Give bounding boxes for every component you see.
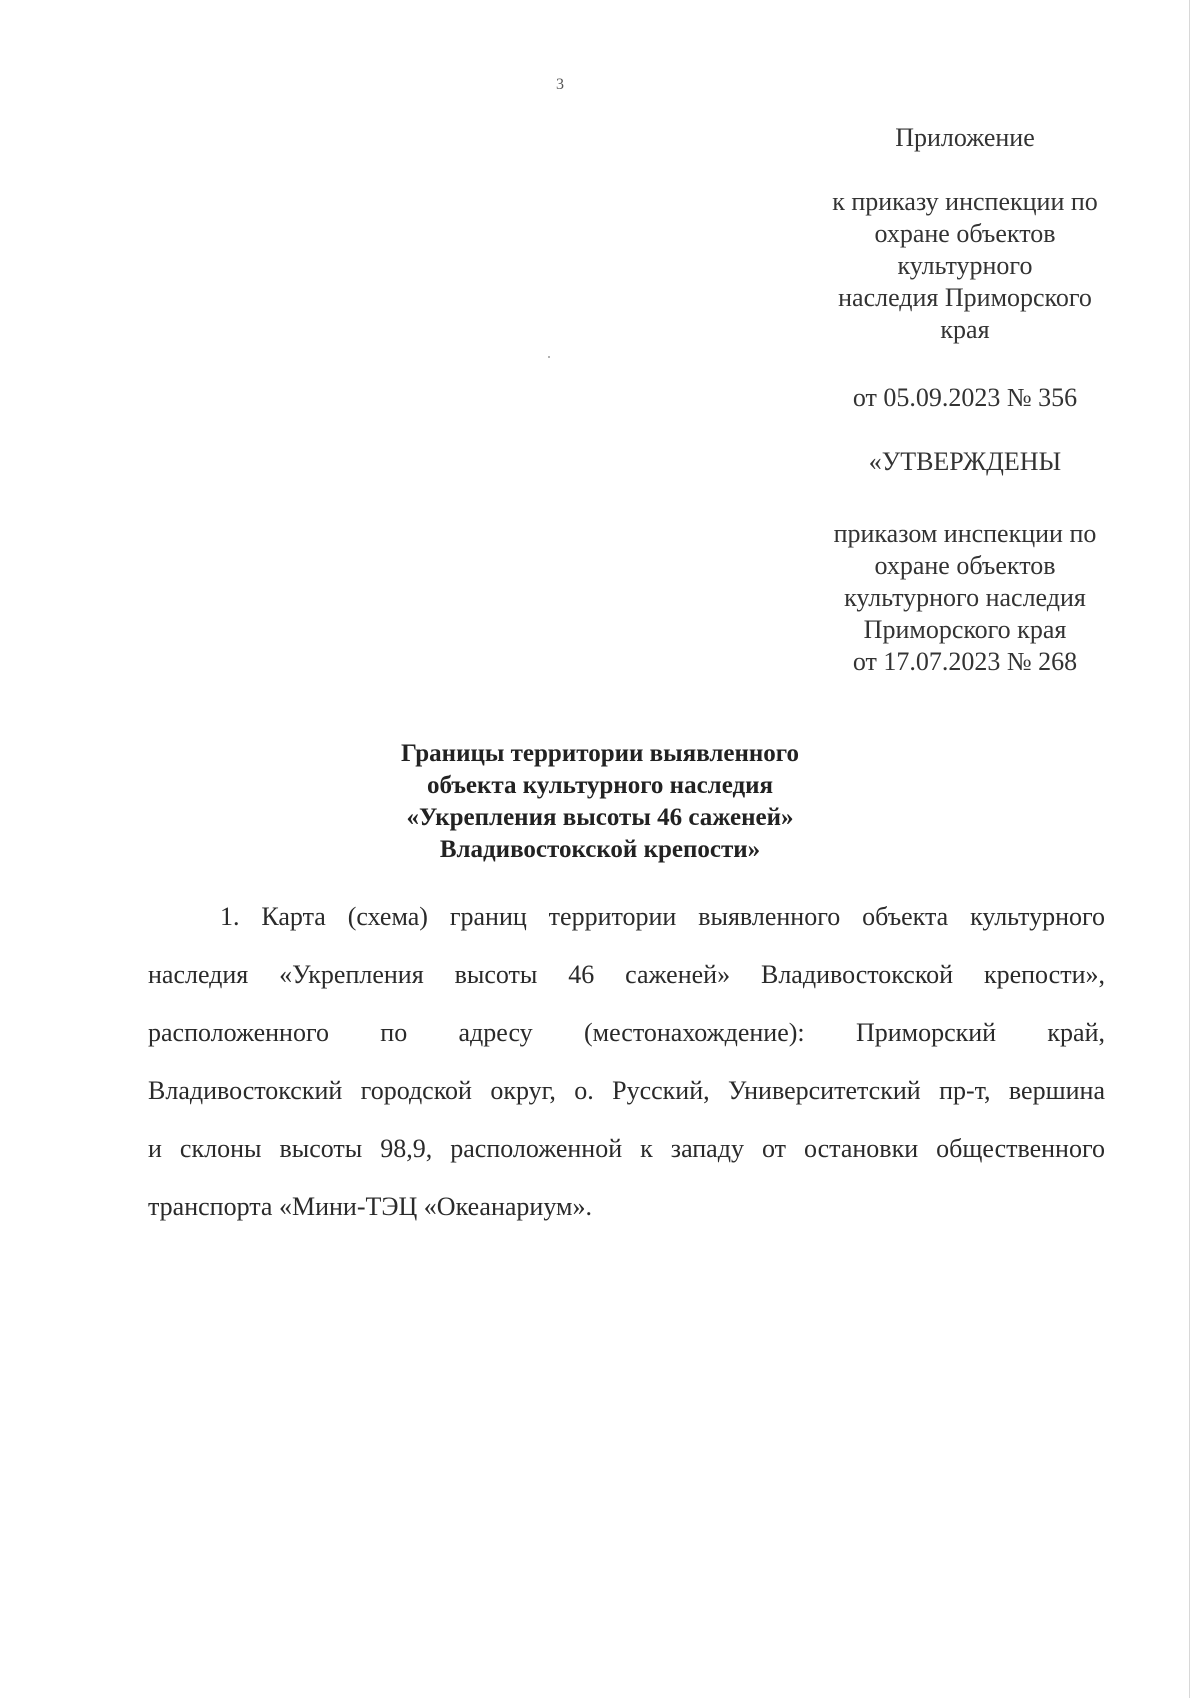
appendix-reference <box>815 186 1115 346</box>
approved-by-line: охране объектов <box>874 551 1056 580</box>
document-title-line: объекта культурного наследия <box>426 772 774 799</box>
appendix-reference-line: к приказу инспекции по <box>832 187 1098 216</box>
page-number: 3 <box>556 76 564 93</box>
scan-speck <box>548 356 550 358</box>
body-paragraph-line: и склоны высоты 98,9, расположенной к западу от остановки общественного <box>148 1134 1105 1163</box>
approved-by-line: приказом инспекции по <box>833 519 1097 548</box>
approved-by-line: культурного наследия <box>844 583 1086 612</box>
document-title-line: Границы территории выявленного <box>400 740 800 767</box>
appendix-label: Приложение <box>895 123 1035 152</box>
body-paragraph-line: 1. Карта (схема) границ территории выявленного объекта культурного <box>220 902 1105 931</box>
appendix-reference-line: наследия Приморского <box>838 283 1092 312</box>
appendix-reference-line: края <box>940 315 990 344</box>
document-title-line: Владивостокской крепости» <box>439 836 761 863</box>
document-title-line: «Укрепления высоты 46 саженей» <box>406 804 794 831</box>
body-paragraph-line: расположенного по адресу (местонахождение): Приморский край, <box>148 1018 1105 1047</box>
body-paragraph-line: транспорта «Мини-ТЭЦ «Океанариум». <box>148 1192 592 1221</box>
approved-by <box>815 518 1115 678</box>
body-paragraph-line: наследия «Укрепления высоты 46 саженей» Владивостокской крепости», <box>148 960 1105 989</box>
body-paragraph <box>148 888 1105 1236</box>
appendix-reference-line: культурного <box>897 251 1033 280</box>
scan-edge-line <box>1189 0 1190 1698</box>
approved-by-line: от 17.07.2023 № 268 <box>852 647 1078 676</box>
approved-by-line: Приморского края <box>863 615 1067 644</box>
appendix-date: от 05.09.2023 № 356 <box>852 383 1078 412</box>
document-title <box>330 738 870 866</box>
approved-label: «УТВЕРЖДЕНЫ <box>868 447 1062 476</box>
appendix-reference-line: охране объектов <box>874 219 1056 248</box>
body-paragraph-line: Владивостокский городской округ, о. Русский, Университетский пр-т, вершина <box>148 1076 1105 1105</box>
